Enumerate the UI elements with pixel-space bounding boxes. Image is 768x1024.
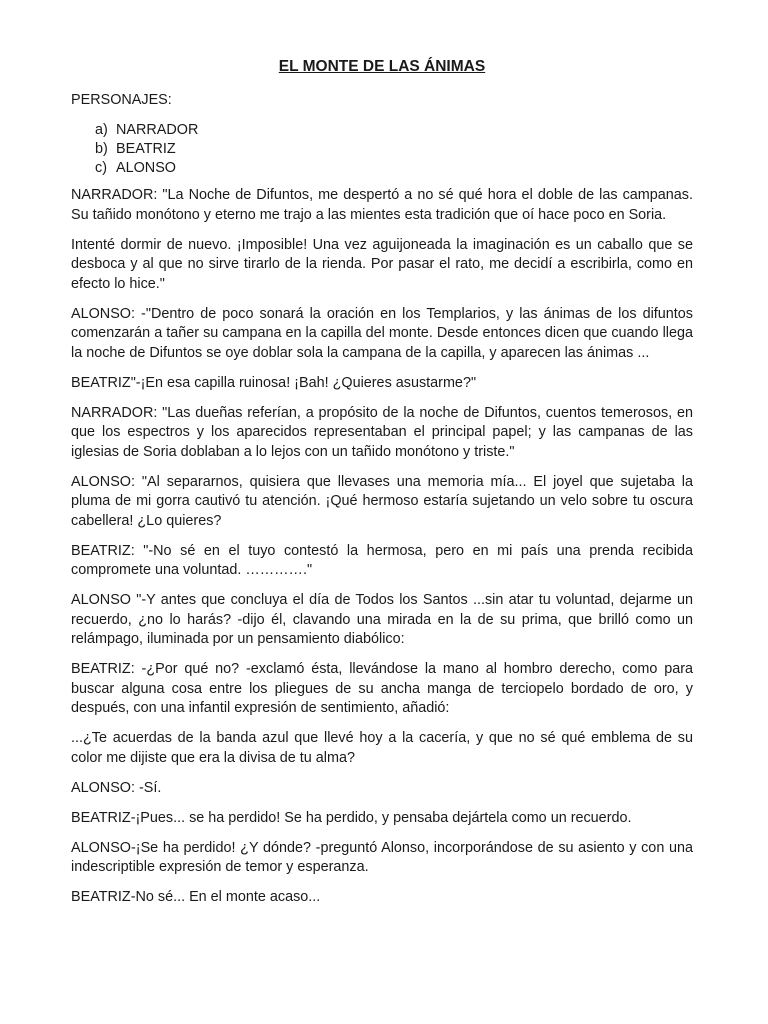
character-name: ALONSO xyxy=(116,160,176,177)
dialogue-paragraph xyxy=(71,729,693,768)
dialogue-text: ...¿Te acuerdas de la banda azul que llevé hoy a la cacería, y que no sé qué emblema de su color me dijiste que era la divisa de tu alma? xyxy=(71,730,693,766)
speaker-label: BEATRIZ xyxy=(71,374,131,391)
dialogue-text: "-No sé en el tuyo contestó la hermosa, pero en mi país una prenda recibida compromete una voluntad. …………." xyxy=(71,542,693,579)
dialogue-paragraph xyxy=(71,591,693,650)
dialogue-paragraph xyxy=(71,374,693,394)
dialogue-paragraph xyxy=(71,186,693,225)
speaker-label: ALONSO: xyxy=(71,305,142,322)
dialogue-text: "-Y antes que concluya el día de Todos los Santos ...sin atar tu voluntad, dejarme un recuerdo, ¿no lo harás? -dijo él, clavando una mirada en la de su prima, que brilló como un relámpago, iluminada por un pensamiento diabólico: xyxy=(71,592,693,648)
dialogue-paragraph xyxy=(71,809,693,829)
speaker-label: ALONSO xyxy=(71,592,137,609)
dialogue-body xyxy=(71,186,693,908)
dialogue-paragraph xyxy=(71,660,693,719)
characters-label: PERSONAJES: xyxy=(71,92,172,108)
speaker-label: ALONSO xyxy=(71,839,131,856)
dialogue-text: "La Noche de Difuntos, me despertó a no sé qué hora el doble de las campanas. Su tañido monótono y eterno me trajo a las mientes esta tradición que oí hace poco en Soria. xyxy=(71,187,693,223)
document-title: EL MONTE DE LAS ÁNIMAS xyxy=(278,58,486,75)
speaker-label: BEATRIZ xyxy=(71,809,131,826)
dialogue-text: -¿Por qué no? -exclamó ésta, llevándose la mano al hombro derecho, como para buscar alguna cosa entre los pliegues de su ancha manga de terciopelo bordado de oro, y después, con una infantil expresión de sentimiento, añadió: xyxy=(71,661,693,717)
speaker-label: BEATRIZ: xyxy=(71,661,142,678)
dialogue-paragraph xyxy=(71,542,693,581)
speaker-label: ALONSO: xyxy=(71,779,139,796)
list-marker: a) xyxy=(95,121,108,138)
dialogue-text: "Al separarnos, quisiera que llevases una memoria mía... El joyel que sujetaba la pluma de mi gorra cautivó tu atención. ¡Qué hermoso estaría sujetando un velo sobre tu oscura cabellera! ¿Lo quieres? xyxy=(71,473,693,529)
list-marker: b) xyxy=(95,140,108,157)
document-page xyxy=(71,57,693,918)
dialogue-paragraph xyxy=(71,473,693,532)
list-item xyxy=(95,159,693,178)
dialogue-text: -¡Pues... se ha perdido! Se ha perdido, y pensaba dejártela como un recuerdo. xyxy=(130,809,632,826)
dialogue-paragraph xyxy=(71,236,693,295)
list-item xyxy=(95,121,693,140)
speaker-label: NARRADOR: xyxy=(71,404,163,421)
character-name: BEATRIZ xyxy=(116,140,176,157)
list-marker: c) xyxy=(95,160,107,177)
speaker-label: NARRADOR: xyxy=(71,187,163,204)
dialogue-text: "-¡En esa capilla ruinosa! ¡Bah! ¿Quieres asustarme?" xyxy=(130,374,477,391)
character-name: NARRADOR xyxy=(116,121,199,138)
dialogue-paragraph xyxy=(71,404,693,463)
characters-list xyxy=(71,121,693,179)
dialogue-text: Intenté dormir de nuevo. ¡Imposible! Una vez aguijoneada la imaginación es un caballo que se desboca y al que no sirve tirarlo de la rienda. Por pasar el rato, me decidí a escribirla, como en efecto lo hice." xyxy=(71,236,693,292)
list-item xyxy=(95,140,693,159)
dialogue-text: -No sé... En el monte acaso... xyxy=(130,889,321,906)
speaker-label: ALONSO: xyxy=(71,473,142,490)
dialogue-text: -"Dentro de poco sonará la oración en los Templarios, y las ánimas de los difuntos comenzarán a tañer su campana en la capilla del monte. Desde entonces dicen que cuando llega la noche de Difuntos se oye doblar sola la campana de la capilla, y aparecen las ánimas ... xyxy=(71,305,694,361)
dialogue-text: "Las dueñas referían, a propósito de la noche de Difuntos, cuentos temerosos, en que los espectros y los aparecidos representaban el principal papel; y las campanas de las iglesias de Soria doblaban a lo lejos con un tañido monótono y triste." xyxy=(71,404,693,460)
dialogue-text: -¡Se ha perdido! ¿Y dónde? -preguntó Alonso, incorporándose de su asiento y con una indescriptible expresión de temor y esperanza. xyxy=(71,839,693,876)
dialogue-paragraph xyxy=(71,305,693,364)
dialogue-paragraph xyxy=(71,839,693,878)
speaker-label: BEATRIZ xyxy=(71,889,131,906)
dialogue-paragraph xyxy=(71,779,693,799)
speaker-label: BEATRIZ: xyxy=(71,542,144,559)
dialogue-paragraph xyxy=(71,888,693,908)
dialogue-text: -Sí. xyxy=(138,779,162,796)
